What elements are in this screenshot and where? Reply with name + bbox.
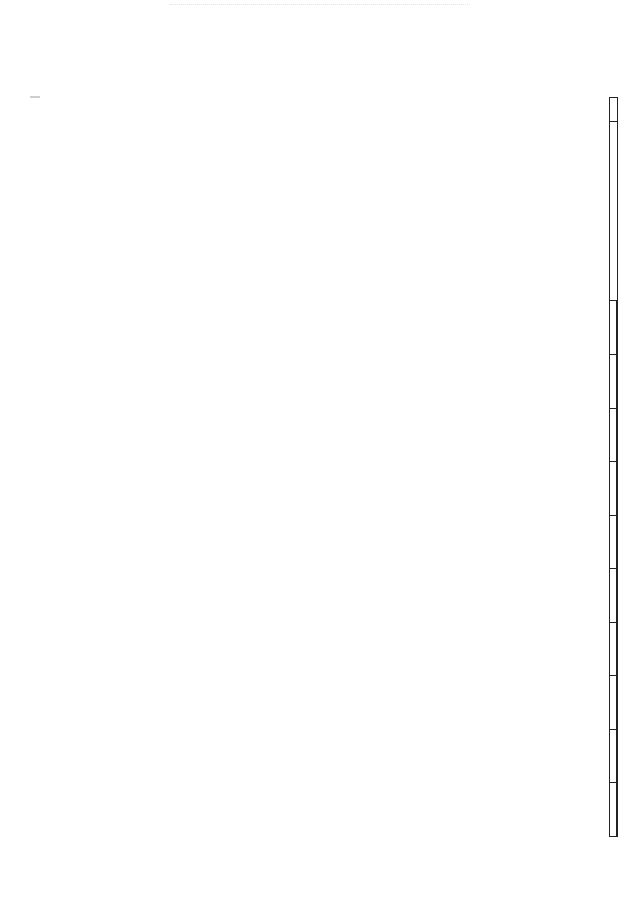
header-col-number xyxy=(609,98,617,122)
scan-side-mark xyxy=(30,96,40,98)
header-period xyxy=(609,569,616,623)
header-period xyxy=(609,301,616,355)
header-period-title xyxy=(617,301,618,837)
capital-repair-schedule-table xyxy=(609,97,618,837)
header-col-address xyxy=(609,121,617,301)
header-period xyxy=(609,676,616,730)
table-header xyxy=(609,98,617,837)
header-period xyxy=(609,622,616,676)
header-period xyxy=(609,462,616,516)
scan-header-noise xyxy=(170,4,470,11)
header-period xyxy=(609,408,616,462)
rotated-table-wrapper xyxy=(99,97,618,837)
header-period xyxy=(609,355,616,409)
header-period xyxy=(609,729,616,783)
header-period xyxy=(609,515,616,569)
header-period xyxy=(609,783,616,837)
